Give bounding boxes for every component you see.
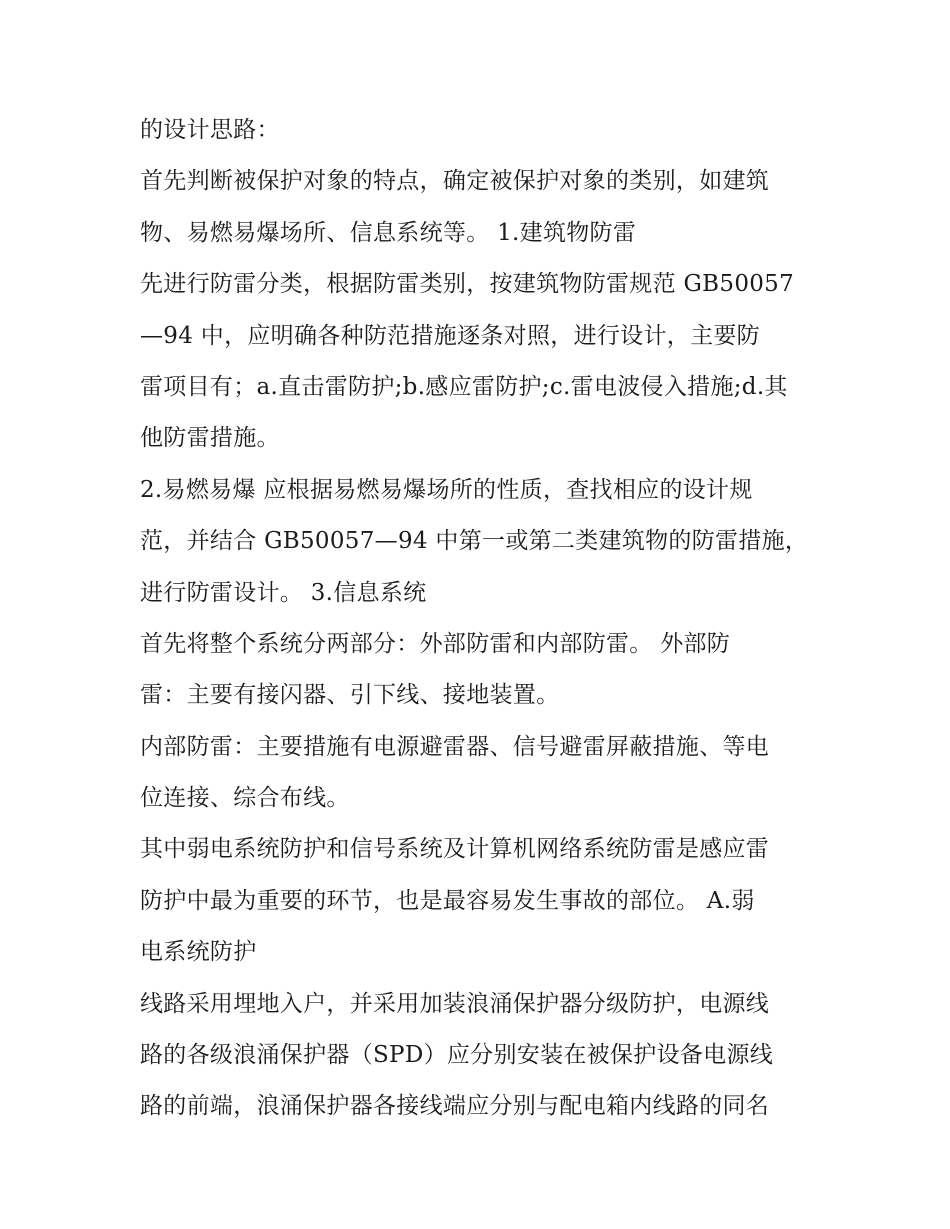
text-line: 雷项目有；a.直击雷防护;b.感应雷防护;c.雷电波侵入措施;d.其 <box>140 373 788 400</box>
text-line: 路的前端，浪涌保护器各接线端应分别与配电箱内线路的同名 <box>140 1093 770 1120</box>
text-line: 范，并结合 GB50057—94 中第一或第二类建筑物的防雷措施， <box>140 528 809 555</box>
text-line: 雷：主要有接闪器、引下线、接地装置。 <box>140 682 560 709</box>
text-line: 防护中最为重要的环节，也是最容易发生事故的部位。 A.弱 <box>140 887 755 914</box>
text-line: 内部防雷：主要措施有电源避雷器、信号避雷屏蔽措施、等电 <box>140 733 770 760</box>
text-line: 电系统防护 <box>140 939 257 966</box>
document-body <box>140 110 820 1138</box>
text-line: —94 中，应明确各种防范措施逐条对照，进行设计，主要防 <box>140 322 760 349</box>
text-line: 他防雷措施。 <box>140 425 280 452</box>
text-line: 首先将整个系统分两部分：外部防雷和内部防雷。 外部防 <box>140 630 731 657</box>
text-line: 2.易燃易爆 应根据易燃易爆场所的性质，查找相应的设计规 <box>140 476 753 503</box>
text-line: 先进行防雷分类，根据防雷类别，按建筑物防雷规范 GB50057 <box>140 271 795 298</box>
text-line: 首先判断被保护对象的特点，确定被保护对象的类别，如建筑 <box>140 168 770 195</box>
text-line: 进行防雷设计。 3.信息系统 <box>140 579 427 606</box>
text-line: 路的各级浪涌保护器（SPD）应分别安装在被保护设备电源线 <box>140 1042 774 1069</box>
text-line: 的设计思路： <box>140 117 280 143</box>
text-line: 其中弱电系统防护和信号系统及计算机网络系统防雷是感应雷 <box>140 836 770 863</box>
text-line: 物、易燃易爆场所、信息系统等。 1.建筑物防雷 <box>140 219 637 246</box>
text-line: 线路采用埋地入户，并采用加装浪涌保护器分级防护，电源线 <box>140 990 770 1017</box>
text-line: 位连接、综合布线。 <box>140 785 350 812</box>
